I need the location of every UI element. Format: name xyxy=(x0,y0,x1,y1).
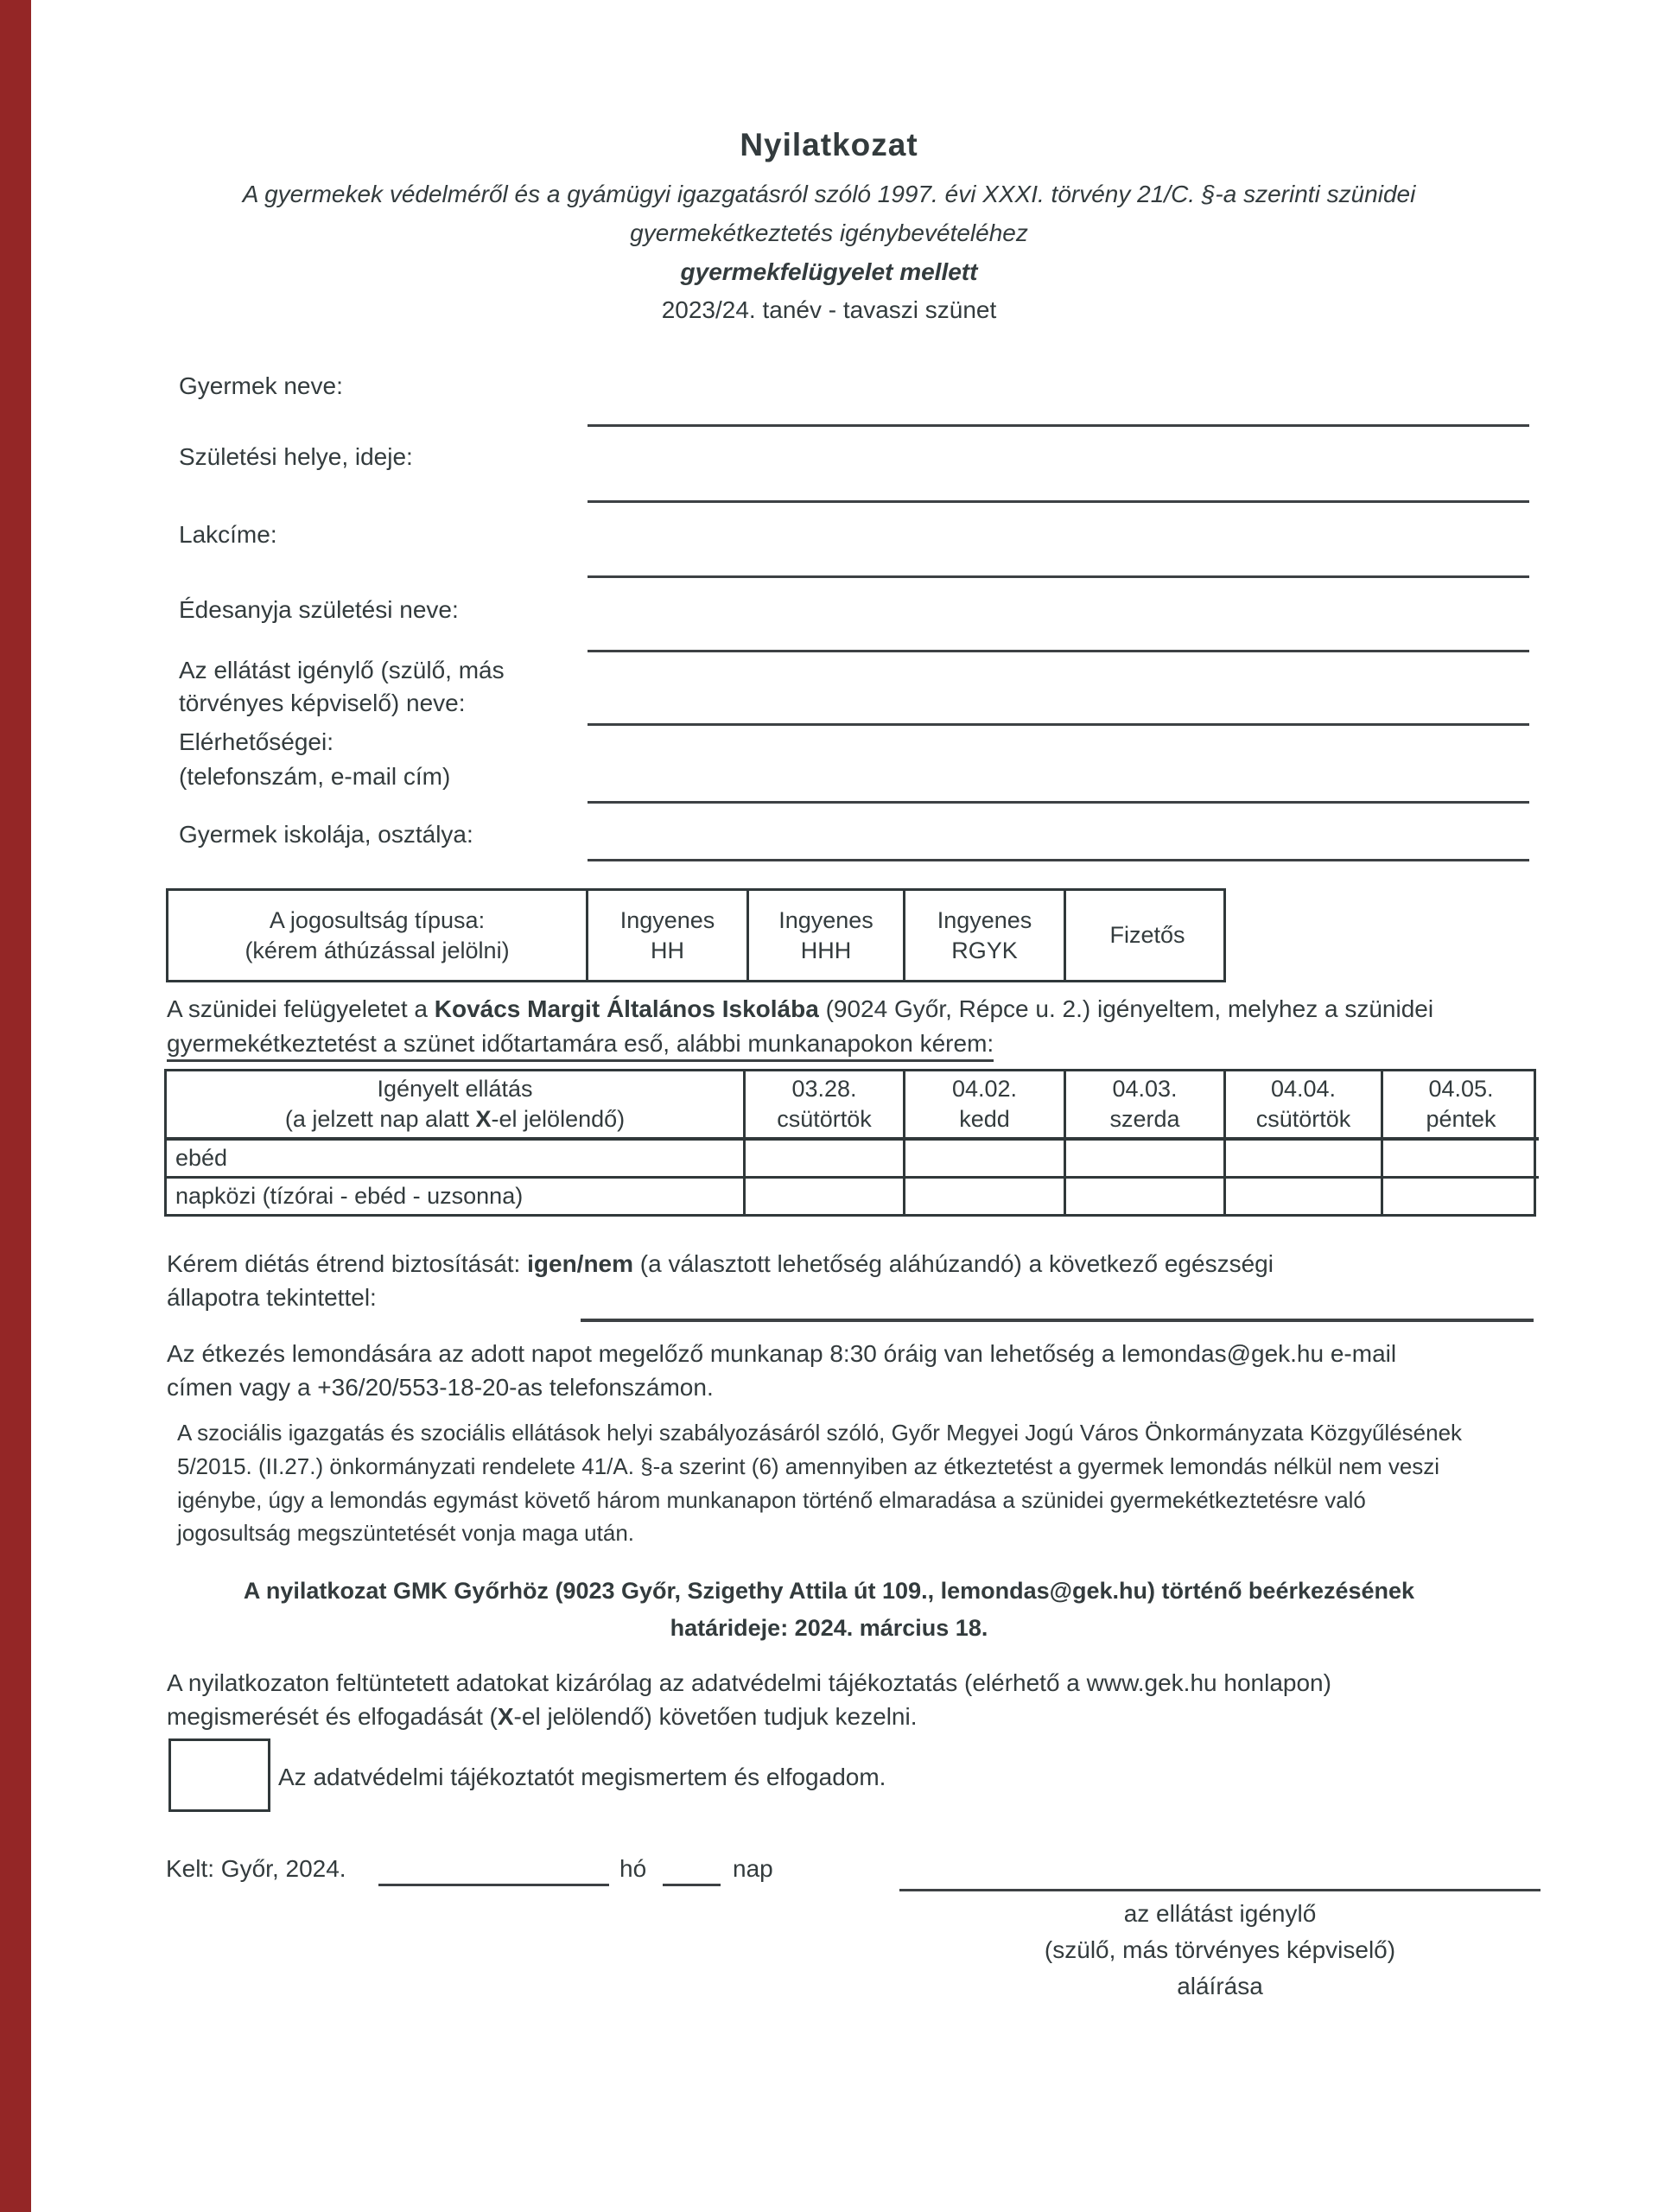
signature-line[interactable] xyxy=(899,1889,1540,1891)
fill-line-mother-name[interactable] xyxy=(588,650,1529,652)
privacy-consent-label: Az adatvédelmi tájékoztatót megismertem és elfogadom. xyxy=(278,1764,886,1790)
meals-header-cell: Igényelt ellátás (a jelzett nap alatt X-el jelölendő) xyxy=(284,1076,626,1132)
option-paid[interactable]: Fizetős xyxy=(1064,891,1229,980)
option-free-hhh[interactable]: Ingyenes HHH xyxy=(746,891,903,980)
mark-cell-lunch-0403[interactable] xyxy=(1064,1137,1223,1176)
mark-cell-lunch-0402[interactable] xyxy=(903,1137,1064,1176)
day-header-0404: 04.04. csütörtök xyxy=(1223,1071,1381,1137)
mark-cell-lunch-0404[interactable] xyxy=(1223,1137,1381,1176)
school-name-bold: Kovács Margit Általános Iskolába xyxy=(434,995,819,1022)
signature-caption-line2: (szülő, más törvényes képviselő) xyxy=(1044,1936,1396,1963)
fill-line-address[interactable] xyxy=(588,575,1529,578)
request-paragraph-line1: A szünidei felügyeletet a Kovács Margit Általános Iskolába (9024 Győr, Répce u. 2.) igényeltem, melyhez a szünidei xyxy=(167,995,1434,1022)
diet-line1: Kérem diétás étrend biztosítását: igen/nem (a választott lehetőség aláhúzandó) a következő egészségi xyxy=(167,1250,1274,1277)
eligibility-table xyxy=(166,888,1226,982)
label-contact-line2: (telefonszám, e-mail cím) xyxy=(179,763,451,790)
subtitle-supervision: gyermekfelügyelet mellett xyxy=(680,258,978,285)
regulation-line4: jogosultság megszüntetését vonja maga után. xyxy=(177,1520,635,1546)
signature-caption-line1: az ellátást igénylő xyxy=(1123,1900,1317,1927)
mark-cell-daycare-0404[interactable] xyxy=(1223,1176,1381,1214)
option-free-hh[interactable]: Ingyenes HH xyxy=(586,891,746,980)
day-header-0405: 04.05. péntek xyxy=(1381,1071,1539,1137)
regulation-line2: 5/2015. (II.27.) önkormányzati rendelete 41/A. §-a szerint (6) amennyiben az étkeztetést a gyermek lemondás nélkül nem veszi xyxy=(177,1453,1440,1479)
subtitle-purpose: gyermekétkeztetés igénybevételéhez xyxy=(630,219,1028,246)
diet-line2: állapotra tekintettel: xyxy=(167,1284,377,1311)
regulation-line1: A szociális igazgatás és szociális ellátások helyi szabályozásáról szóló, Győr Megyei Jogú Város Önkormányzata Közgyűlésének xyxy=(177,1420,1463,1446)
page-title: Nyilatkozat xyxy=(740,127,918,162)
label-child-name: Gyermek neve: xyxy=(179,372,343,399)
fill-line-contact[interactable] xyxy=(588,801,1529,804)
signature-caption-line3: aláírása xyxy=(1177,1973,1263,1999)
label-school: Gyermek iskolája, osztálya: xyxy=(179,821,473,848)
date-prefix: Kelt: Győr, 2024. xyxy=(166,1855,346,1882)
subtitle-law: A gyermekek védelméről és a gyámügyi igazgatásról szóló 1997. évi XXXI. törvény 21/C. §-a szerinti szünidei xyxy=(242,181,1416,207)
fill-line-day[interactable] xyxy=(663,1884,721,1886)
row-label-lunch: ebéd xyxy=(167,1137,743,1176)
mark-cell-daycare-0328[interactable] xyxy=(743,1176,903,1214)
privacy-consent-checkbox[interactable] xyxy=(168,1738,270,1812)
label-birth: Születési helye, ideje: xyxy=(179,443,413,470)
mark-cell-daycare-0405[interactable] xyxy=(1381,1176,1539,1214)
fill-line-birth[interactable] xyxy=(588,500,1529,503)
label-mother-name: Édesanyja születési neve: xyxy=(179,596,459,623)
day-header-0403: 04.03. szerda xyxy=(1064,1071,1223,1137)
eligibility-type-header-cell: A jogosultság típusa: (kérem áthúzással jelölni) xyxy=(245,906,510,963)
subtitle-term: 2023/24. tanév - tavaszi szünet xyxy=(661,296,997,323)
option-free-rgyk[interactable]: Ingyenes RGYK xyxy=(903,891,1064,980)
label-address: Lakcíme: xyxy=(179,521,277,548)
label-applicant-line1: Az ellátást igénylő (szülő, más xyxy=(179,657,505,683)
fill-line-child-name[interactable] xyxy=(588,424,1529,427)
row-label-daycare: napközi (tízórai - ebéd - uzsonna) xyxy=(167,1176,743,1214)
cancellation-line1: Az étkezés lemondására az adott napot megelőző munkanap 8:30 óráig van lehetőség a lemondas@gek.hu e-mail xyxy=(167,1340,1397,1367)
mark-cell-daycare-0402[interactable] xyxy=(903,1176,1064,1214)
label-contact-line1: Elérhetőségei: xyxy=(179,728,334,755)
mark-cell-lunch-0405[interactable] xyxy=(1381,1137,1539,1176)
label-applicant-line2: törvényes képviselő) neve: xyxy=(179,690,466,716)
fill-line-month[interactable] xyxy=(378,1884,609,1886)
request-paragraph-line2: gyermekétkeztetést a szünet időtartamára eső, alábbi munkanapokon kérem: xyxy=(167,1030,994,1058)
meals-table xyxy=(164,1069,1536,1217)
deadline-line2: határideje: 2024. március 18. xyxy=(670,1615,988,1641)
fill-line-applicant[interactable] xyxy=(588,723,1529,726)
day-suffix: nap xyxy=(733,1855,773,1882)
day-header-0328: 03.28. csütörtök xyxy=(743,1071,903,1137)
privacy-line1: A nyilatkozaton feltüntetett adatokat kizárólag az adatvédelmi tájékoztatás (elérhető a www.gek.hu honlapon) xyxy=(167,1669,1331,1696)
deadline-line1: A nyilatkozat GMK Győrhöz (9023 Győr, Szigethy Attila út 109., lemondas@gek.hu) történő beérkezésének xyxy=(243,1578,1415,1604)
left-edge-red-bar xyxy=(0,0,31,2212)
month-suffix: hó xyxy=(619,1855,647,1882)
day-header-0402: 04.02. kedd xyxy=(903,1071,1064,1137)
mark-cell-lunch-0328[interactable] xyxy=(743,1137,903,1176)
fill-line-school[interactable] xyxy=(588,859,1529,861)
mark-cell-daycare-0403[interactable] xyxy=(1064,1176,1223,1214)
regulation-line3: igénybe, úgy a lemondás egymást követő három munkanapon történő elmaradása a szünidei gyermekétkeztetésre való xyxy=(177,1487,1366,1513)
cancellation-line2: címen vagy a +36/20/553-18-20-as telefonszámon. xyxy=(167,1374,714,1401)
fill-line-diet[interactable] xyxy=(581,1319,1534,1322)
privacy-line2: megismerését és elfogadását (X-el jelölendő) követően tudjuk kezelni. xyxy=(167,1703,918,1730)
